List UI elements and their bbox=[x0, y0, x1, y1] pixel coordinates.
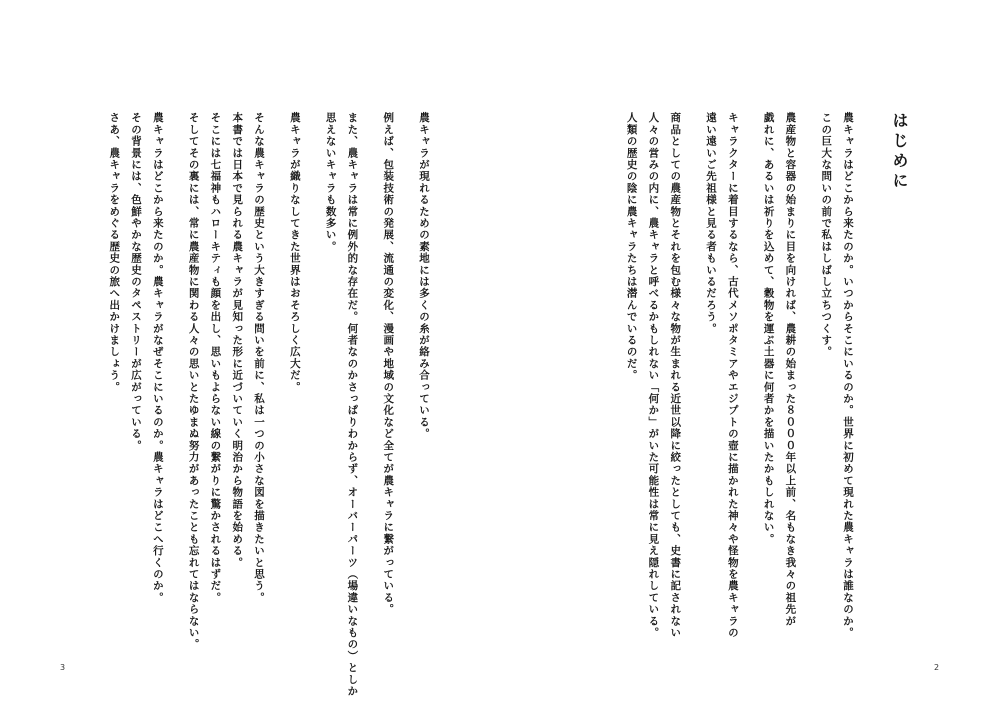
right-page bbox=[500, 0, 1000, 709]
body-line: 本書では日本で見られる農キャラが見知った形に近づいていく明治から物語を始める。 bbox=[231, 112, 244, 569]
body-line: 遠い遠いご先祖様と見る者もいるだろう。 bbox=[705, 112, 718, 335]
body-line: 商品としての農産物とそれを包む様々な物が生まれる近世以降に絞ったとしても、史書に記されない bbox=[669, 112, 682, 639]
body-line: 思えないキャラも数多い。 bbox=[324, 112, 337, 253]
body-line: そんな農キャラの歴史という大きすぎる問いを前に、私は一つの小さな図を描きたいと思う。 bbox=[253, 112, 266, 604]
body-line: そこには七福神もハローキティも顔を出し、思いもよらない線の繋がりに驚かされるはずだ。 bbox=[209, 112, 222, 604]
body-line: 農キャラはどこから来たのか。いつからそこにいるのか。世界に初めて現れた農キャラは誰なのか。 bbox=[842, 112, 854, 639]
page-title: はじめに bbox=[890, 112, 909, 192]
right-page-body bbox=[620, 112, 858, 639]
body-line: そしてその裏には、常に農産物に関わる人々の思いとたゆまぬ努力があったことも忘れてはならない。 bbox=[187, 112, 200, 651]
left-page-body bbox=[102, 112, 434, 697]
page-number: 3 bbox=[60, 663, 66, 672]
body-line: 戯れに、あるいは祈りを込めて、穀物を運ぶ土器に何者かを描いたかもしれない。 bbox=[762, 112, 775, 545]
body-line: 人類の歴史の陰に農キャラたちは潜んでいるのだ。 bbox=[625, 112, 638, 382]
body-line: 農キャラが現れるための素地には多くの糸が絡み合っている。 bbox=[418, 112, 430, 440]
body-line: 農キャラはどこから来たのか。農キャラがなぜそこにいるのか。農キャラはどこへ行くのか。 bbox=[151, 112, 164, 604]
page-number: 2 bbox=[934, 663, 940, 672]
body-line: 例えば、包装技術の発展、流通の変化、漫画や地域の文化など全てが農キャラに繋がっている。 bbox=[382, 112, 395, 616]
body-line: 人々の営みの内に、農キャラと呼べるかもしれない「何か」がいた可能性は常に見え隠れしている。 bbox=[647, 112, 660, 639]
body-line: 農産物と容器の始まりに目を向ければ、農耕の始まった８０００年以上前、名もなき我々の祖先が bbox=[784, 112, 797, 627]
body-line: キャラクターに着目するなら、古代メソポタミアやエジプトの壺に描かれた神々や怪物を農キャラの bbox=[726, 112, 739, 639]
body-line: さあ、農キャラをめぐる歴史の旅へ出かけましょう。 bbox=[108, 112, 121, 393]
body-line: その背景には、色鮮やかな歴史のタペストリーが広がっている。 bbox=[130, 112, 143, 452]
body-line: また、農キャラは常に例外的な存在だ。何者なのかさっぱりわからず、オーバーパーツ（場違いなもの）としか bbox=[346, 112, 359, 697]
body-line: この巨大な問いの前で私はしばし立ちつくす。 bbox=[820, 112, 833, 358]
body-line: 農キャラが織りなしてきた世界はおそろしく広大だ。 bbox=[288, 112, 301, 393]
